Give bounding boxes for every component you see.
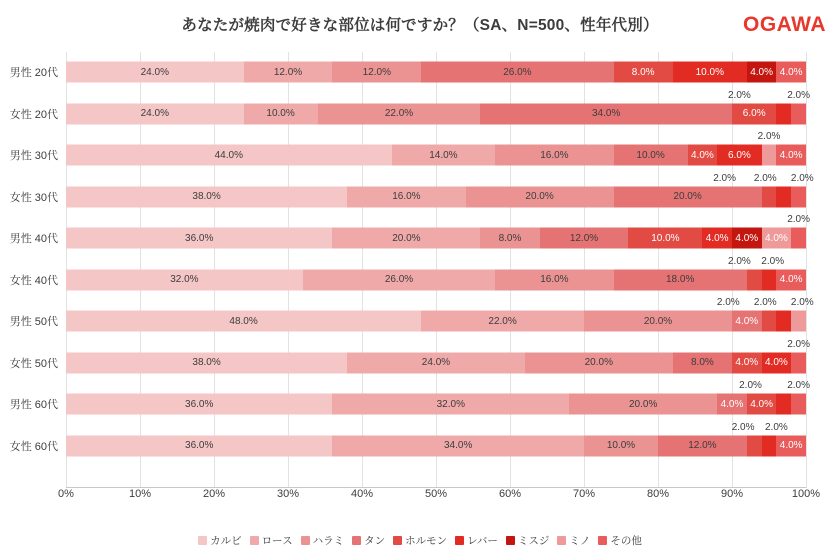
table-row xyxy=(66,311,806,332)
x-tick-label: 100% xyxy=(791,488,821,500)
bar-segment xyxy=(480,103,732,124)
bar-segment xyxy=(732,352,762,373)
bar-segment-value: 4.0% xyxy=(764,357,788,368)
bar-segment xyxy=(762,352,792,373)
bar-segment-value: 6.0% xyxy=(727,149,751,161)
bar-segment-value: 24.0% xyxy=(140,66,169,78)
bar-segment-callout: 2.0% xyxy=(787,214,810,225)
bar-segment-value: 48.0% xyxy=(229,315,258,327)
bar-segment xyxy=(614,145,688,166)
bar-segment xyxy=(791,311,806,332)
bar-segment xyxy=(66,269,303,290)
x-tick-label: 60% xyxy=(498,488,522,500)
bar-segment xyxy=(614,269,747,290)
bar-segment xyxy=(584,311,732,332)
bar-segment-value: 10.0% xyxy=(695,66,724,78)
bar-segment-callout: 2.0% xyxy=(787,89,810,101)
category-label: 女性 30代 xyxy=(9,191,58,204)
bar-segment-callout: 2.0% xyxy=(787,338,810,350)
bar-segment-value: 10.0% xyxy=(651,232,680,244)
bar-segment-value: 20.0% xyxy=(629,398,658,410)
bar-segment xyxy=(66,145,392,166)
bar-segment xyxy=(776,186,791,207)
bar-segment xyxy=(495,145,613,166)
legend-swatch-icon xyxy=(506,536,515,545)
bar-segment xyxy=(421,62,613,83)
category-label: 男性 30代 xyxy=(9,150,58,162)
category-label: 男性 60代 xyxy=(9,399,58,411)
ogawa-logo: OGAWA xyxy=(742,13,826,36)
legend-swatch-icon xyxy=(393,536,402,545)
bar-segment xyxy=(762,145,777,166)
bar-segment-value: 38.0% xyxy=(192,191,221,202)
category-label: 女性 60代 xyxy=(9,440,58,453)
category-label: 女性 50代 xyxy=(9,357,58,370)
bar-segment-callout: 2.0% xyxy=(739,380,762,391)
bar-segment xyxy=(303,269,495,290)
bar-segment-value: 18.0% xyxy=(666,274,695,285)
bar-segment xyxy=(776,311,791,332)
bar-segment-value: 14.0% xyxy=(429,149,458,161)
bar-segment-value: 20.0% xyxy=(525,191,554,202)
legend-swatch-icon xyxy=(250,536,259,545)
legend-label: ロース xyxy=(261,534,293,547)
legend-label: ミノ xyxy=(569,534,591,547)
bar-segment-value: 4.0% xyxy=(750,398,773,410)
bar-segment-value: 8.0% xyxy=(631,66,655,78)
legend-item[interactable] xyxy=(301,533,345,548)
bar-segment xyxy=(688,145,718,166)
bar-segment xyxy=(791,103,806,124)
bar-segment xyxy=(66,435,332,456)
bar-segment-value: 26.0% xyxy=(384,274,414,285)
bar-segment xyxy=(66,103,244,124)
bar-segment xyxy=(702,228,732,249)
bar-segment-value: 16.0% xyxy=(540,149,569,161)
category-label: 女性 20代 xyxy=(9,108,58,121)
table-row xyxy=(66,103,806,124)
legend-label: タン xyxy=(364,534,386,547)
bar-segment xyxy=(717,394,747,415)
legend-label: ホルモン xyxy=(405,534,448,547)
bar-segment xyxy=(480,228,539,249)
bar-segment-value: 34.0% xyxy=(592,108,621,119)
bar-segment xyxy=(762,186,777,207)
bar-segment xyxy=(732,311,762,332)
stacked-bars xyxy=(66,46,814,516)
bar-segment xyxy=(332,62,421,83)
bar-segment-value: 24.0% xyxy=(140,108,169,119)
bar-segment-value: 24.0% xyxy=(421,357,451,368)
bar-segment xyxy=(495,269,613,290)
legend-label: ミスジ xyxy=(517,534,550,547)
bar-segment-value: 16.0% xyxy=(540,274,569,285)
bar-segment xyxy=(347,352,525,373)
legend-item[interactable] xyxy=(557,533,590,548)
x-tick-label: 80% xyxy=(646,488,670,500)
bar-segment xyxy=(732,103,776,124)
bar-segment xyxy=(791,394,806,415)
value-axis-ticks xyxy=(58,488,821,506)
bar-segment-value: 12.0% xyxy=(362,66,391,78)
bar-segment-value: 4.0% xyxy=(705,232,729,244)
bar-segment-value: 4.0% xyxy=(735,357,759,368)
bar-segment-value: 4.0% xyxy=(779,440,803,451)
table-row xyxy=(66,352,806,373)
bar-segment xyxy=(540,228,629,249)
bar-segment-callout: 2.0% xyxy=(727,255,751,267)
bar-segment xyxy=(658,435,747,456)
bar-segment xyxy=(66,394,332,415)
bar-segment xyxy=(776,62,806,83)
bar-segment xyxy=(762,435,777,456)
category-label: 男性 20代 xyxy=(9,67,58,79)
bar-segment xyxy=(332,435,584,456)
bar-segment-value: 32.0% xyxy=(170,274,199,285)
table-row xyxy=(66,269,806,290)
bar-segment xyxy=(614,186,762,207)
legend-item[interactable] xyxy=(455,533,498,548)
bar-segment-callout: 2.0% xyxy=(753,172,777,184)
bar-segment-value: 4.0% xyxy=(720,398,744,410)
bar-segment-value: 32.0% xyxy=(436,398,465,410)
bar-segment xyxy=(673,352,732,373)
bar-segment-value: 22.0% xyxy=(384,108,414,119)
bar-segment-value: 4.0% xyxy=(764,232,788,244)
bar-segment xyxy=(747,394,777,415)
x-tick-label: 10% xyxy=(128,488,152,500)
gridline xyxy=(806,52,807,488)
bar-segment-value: 12.0% xyxy=(688,440,717,451)
table-row xyxy=(66,62,806,83)
bar-segment-value: 20.0% xyxy=(673,191,702,202)
legend-item[interactable] xyxy=(506,533,550,548)
bar-segment xyxy=(776,269,806,290)
bar-segment xyxy=(776,145,806,166)
bar-segment-callout: 2.0% xyxy=(790,172,814,184)
bar-segment-callout: 2.0% xyxy=(757,131,781,142)
bar-segment-callout: 2.0% xyxy=(727,89,751,101)
bar-segment-value: 4.0% xyxy=(779,149,803,161)
bar-segment-value: 4.0% xyxy=(750,66,773,78)
bar-segment xyxy=(717,145,761,166)
bar-segment xyxy=(66,186,347,207)
bar-segment-callout: 2.0% xyxy=(713,172,736,184)
bar-segment xyxy=(421,311,584,332)
legend-swatch-icon xyxy=(301,536,310,545)
bar-segment xyxy=(347,186,465,207)
bar-segment xyxy=(762,269,777,290)
bar-segment xyxy=(66,62,244,83)
bar-segment xyxy=(747,269,762,290)
bar-segment-value: 10.0% xyxy=(266,108,295,119)
bar-segment-value: 36.0% xyxy=(185,398,214,410)
table-row xyxy=(66,394,806,415)
category-label: 男性 40代 xyxy=(9,233,58,245)
bar-segment xyxy=(392,145,496,166)
x-tick-label: 90% xyxy=(720,488,744,500)
table-row xyxy=(66,145,806,166)
category-label: 男性 50代 xyxy=(9,316,58,328)
bar-segment-value: 8.0% xyxy=(498,232,522,244)
bar-segment xyxy=(762,228,792,249)
x-tick-label: 50% xyxy=(424,488,448,500)
bar-segment xyxy=(762,311,777,332)
bar-segment xyxy=(747,62,777,83)
category-axis-labels xyxy=(0,46,66,516)
bar-segment-value: 4.0% xyxy=(735,232,759,244)
bar-segment xyxy=(332,394,569,415)
page-title: あなたが焼肉で好きな部位は何ですか？（SA、N=500、性年代別） xyxy=(181,17,659,34)
bar-segment xyxy=(776,435,806,456)
bar-segment xyxy=(776,103,791,124)
bar-segment xyxy=(66,311,421,332)
bar-segment-callout: 2.0% xyxy=(790,297,814,308)
legend-swatch-icon xyxy=(557,536,566,545)
bar-segment-callout: 2.0% xyxy=(787,380,810,391)
bar-segment xyxy=(747,435,762,456)
bar-segment xyxy=(584,435,658,456)
table-row xyxy=(66,186,806,207)
bar-segment-value: 44.0% xyxy=(214,149,243,161)
legend-label: カルビ xyxy=(210,534,242,547)
x-tick-label: 70% xyxy=(572,488,596,500)
table-row xyxy=(66,228,806,249)
bar-segment-value: 20.0% xyxy=(584,357,613,368)
bar-segment-value: 20.0% xyxy=(392,232,421,244)
category-label: 女性 40代 xyxy=(9,274,58,287)
bar-segment-callout: 2.0% xyxy=(753,297,777,308)
bar-segment xyxy=(332,228,480,249)
bar-segment-callout: 2.0% xyxy=(761,255,785,267)
bar-segment xyxy=(66,352,347,373)
bar-segment xyxy=(244,103,318,124)
bar-segment xyxy=(628,228,702,249)
bar-segment xyxy=(673,62,747,83)
bar-segment xyxy=(66,228,332,249)
bar-segment-value: 22.0% xyxy=(488,315,517,327)
bar-segment xyxy=(732,228,762,249)
bar-segment xyxy=(791,352,806,373)
table-row xyxy=(66,435,806,456)
bar-segment-value: 4.0% xyxy=(779,274,803,285)
chart-legend xyxy=(0,530,840,550)
x-tick-label: 0% xyxy=(58,488,74,500)
bar-segment-value: 36.0% xyxy=(185,232,214,244)
chart-header xyxy=(0,0,840,46)
legend-swatch-icon xyxy=(352,536,361,545)
bar-segment-callout: 2.0% xyxy=(716,297,740,308)
bar-segment xyxy=(525,352,673,373)
bar-segment-value: 36.0% xyxy=(185,440,214,451)
bar-segment-value: 6.0% xyxy=(742,108,766,119)
legend-item[interactable] xyxy=(598,533,642,548)
x-tick-label: 30% xyxy=(276,488,300,500)
bar-segment-callout: 2.0% xyxy=(764,421,788,433)
legend-label: レバー xyxy=(467,534,498,547)
bar-segment xyxy=(244,62,333,83)
bar-segment xyxy=(791,228,806,249)
bar-segment-value: 20.0% xyxy=(643,315,673,327)
x-tick-label: 40% xyxy=(350,488,374,500)
bar-segment xyxy=(569,394,717,415)
bar-segment-value: 8.0% xyxy=(690,357,714,368)
bar-segment-value: 12.0% xyxy=(273,66,303,78)
bar-segment-value: 4.0% xyxy=(690,149,714,161)
chart-plot-area xyxy=(0,46,840,516)
bar-segment xyxy=(791,186,806,207)
bar-segment-value: 34.0% xyxy=(444,440,473,451)
legend-item[interactable] xyxy=(250,533,293,548)
bar-segment xyxy=(466,186,614,207)
bar-segment-value: 16.0% xyxy=(392,191,421,202)
bar-segment-value: 10.0% xyxy=(636,149,665,161)
legend-item[interactable] xyxy=(393,533,447,548)
bar-segment-value: 4.0% xyxy=(735,315,759,327)
bar-segment-value: 12.0% xyxy=(569,232,599,244)
bar-segment-callout: 2.0% xyxy=(731,421,755,433)
bar-segment-value: 38.0% xyxy=(192,357,221,368)
legend-swatch-icon xyxy=(198,536,207,545)
legend-label: ハラミ xyxy=(312,534,345,547)
legend-swatch-icon xyxy=(455,536,464,545)
legend-item[interactable] xyxy=(352,533,385,548)
bar-segment-value: 26.0% xyxy=(503,66,532,78)
bar-segment xyxy=(776,394,791,415)
x-tick-label: 20% xyxy=(202,488,226,500)
bar-segment xyxy=(318,103,481,124)
bar-segment xyxy=(614,62,673,83)
legend-swatch-icon xyxy=(598,536,607,545)
bar-segment-value: 10.0% xyxy=(606,440,636,451)
legend-label: その他 xyxy=(610,534,642,547)
bar-segment-value: 4.0% xyxy=(779,66,803,78)
legend-item[interactable] xyxy=(198,533,242,548)
